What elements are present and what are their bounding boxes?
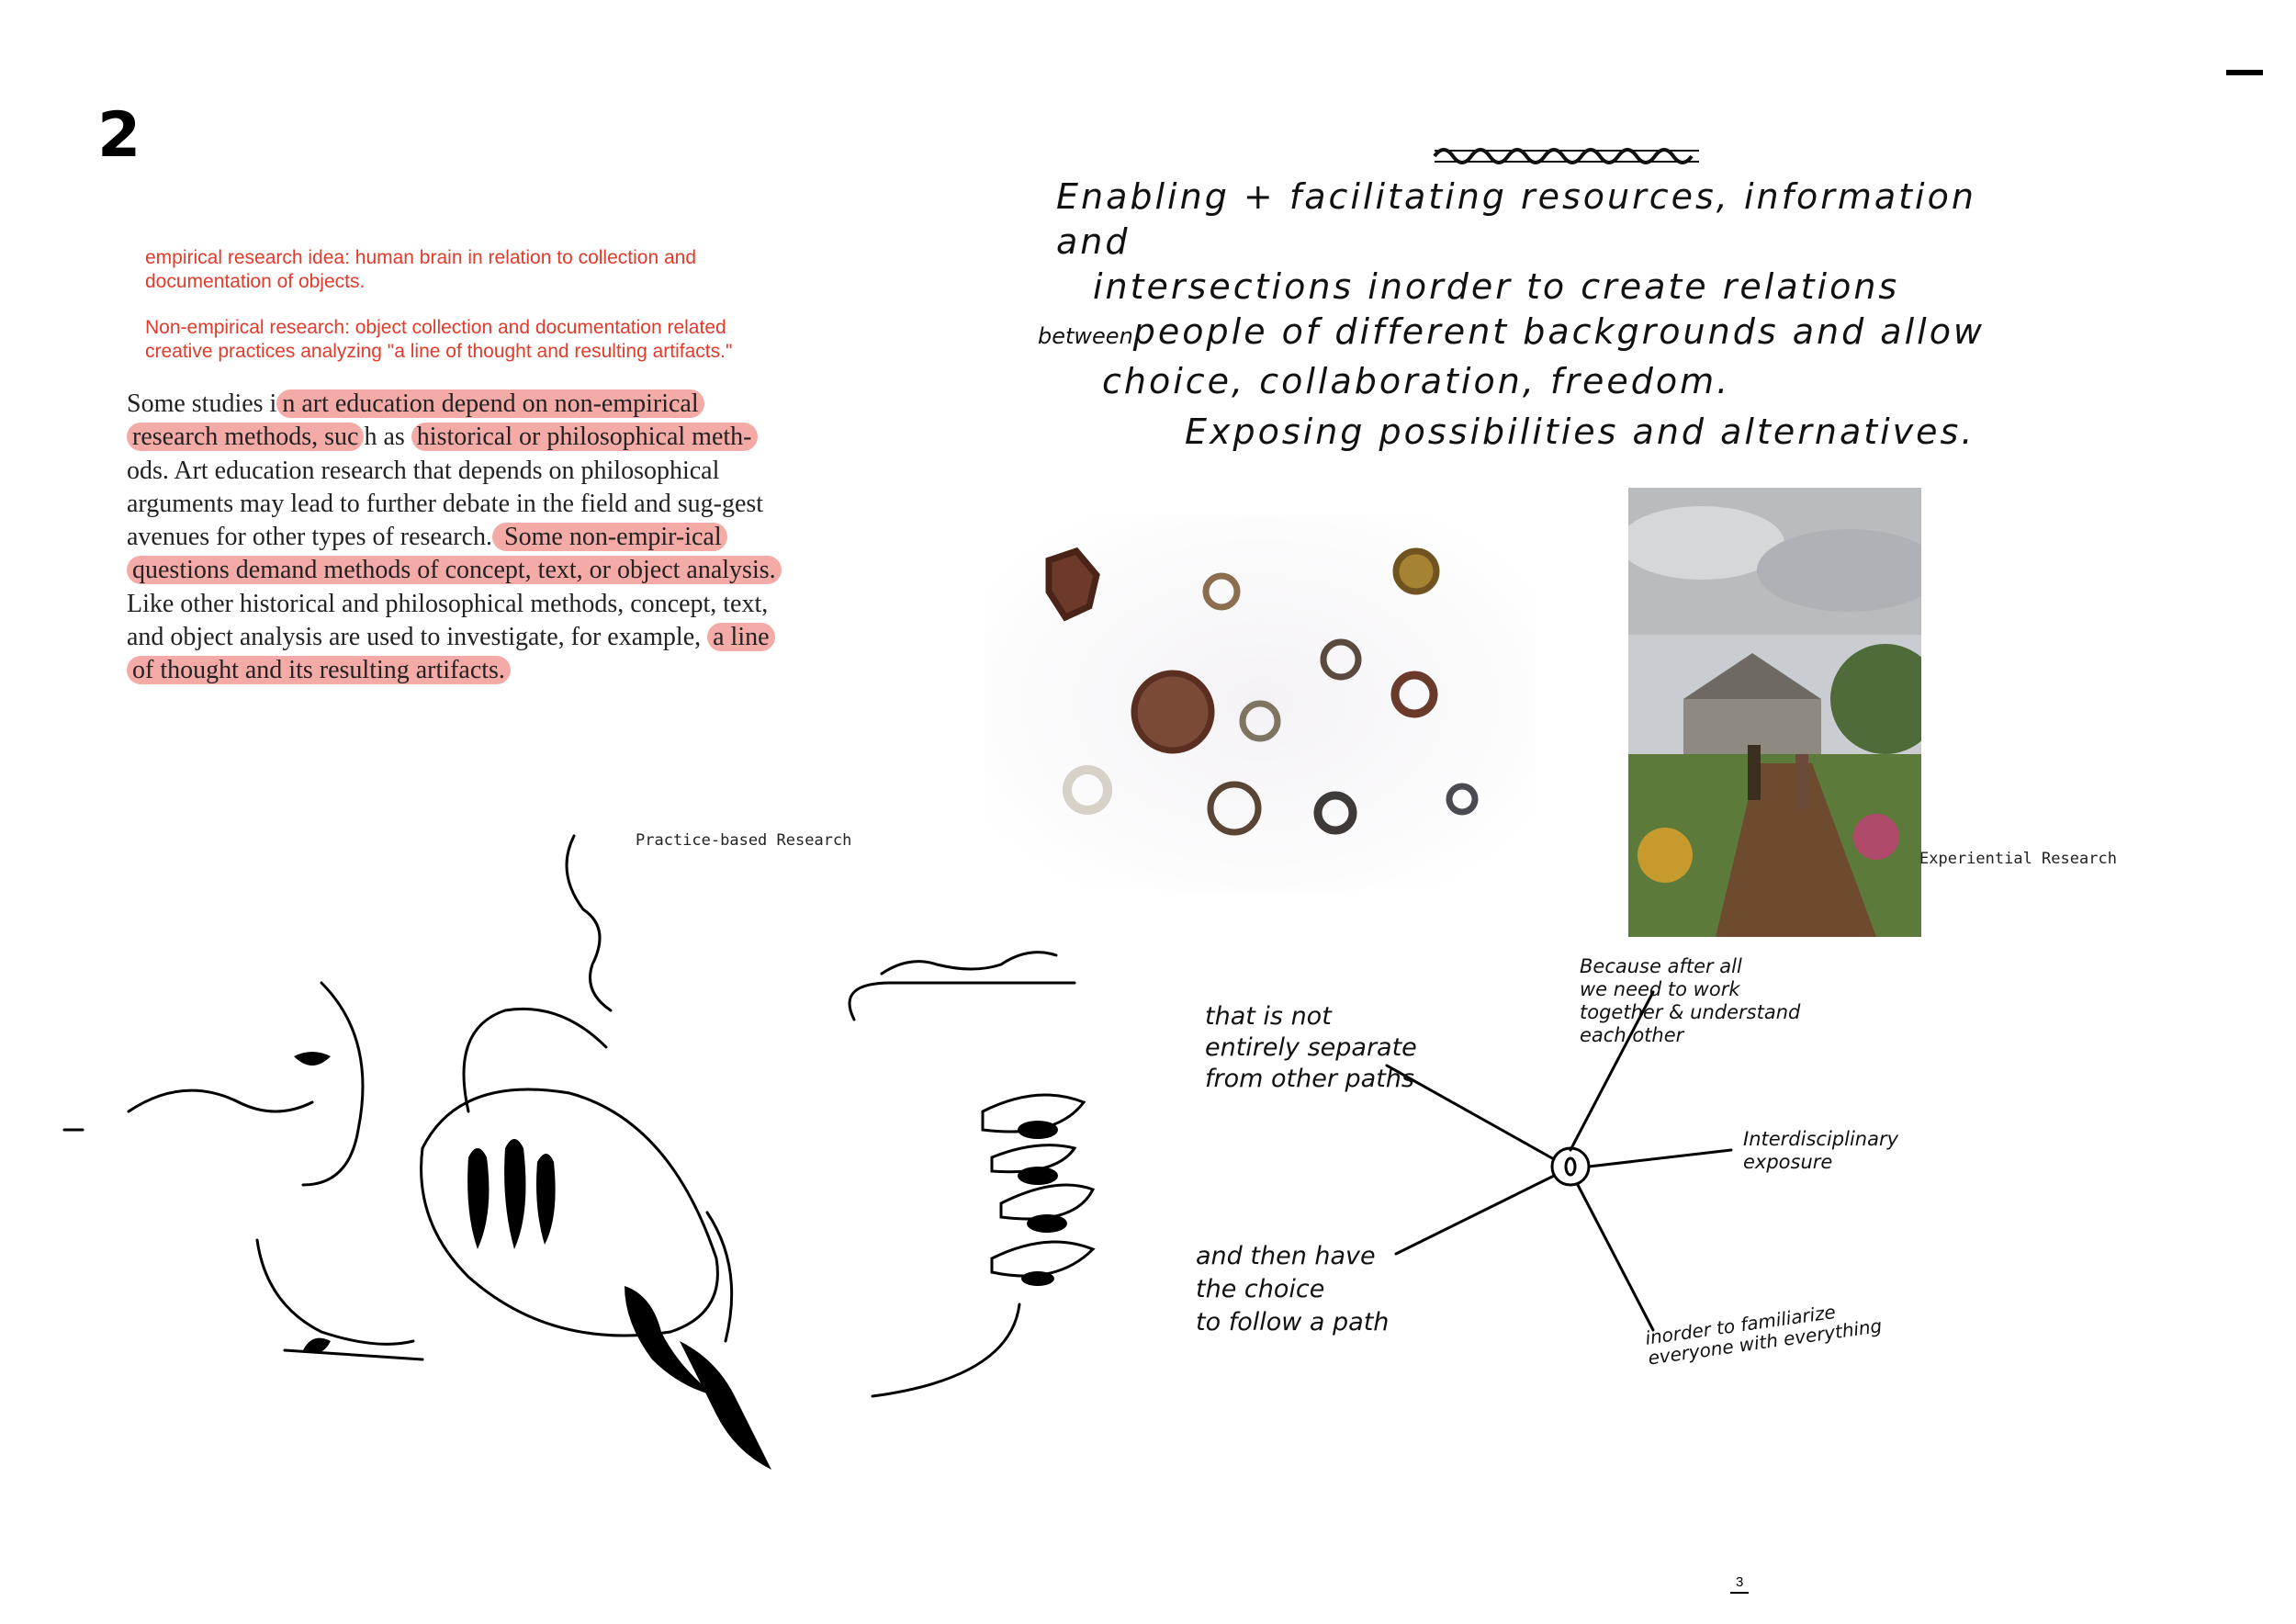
label-experiential-research: Experiential Research <box>1919 850 2117 868</box>
crossed-out-scribble <box>1433 145 1708 167</box>
mindmap-note-top: Because after all we need to work together & understand each other <box>1580 955 1801 1046</box>
corner-dash <box>2226 70 2263 75</box>
handwritten-line: Enabling + facilitating resources, information and <box>1056 176 1976 262</box>
excerpt-text: ods. Art education research that depends on philosophical arguments may lead to further debate in the field and sug-gest avenues for other types of research. <box>127 456 764 552</box>
excerpt-highlight: Some non-empir-ical questions demand methods of concept, text, or object analysis. <box>127 523 782 584</box>
red-note-empirical: empirical research idea: human brain in relation to collection and documentation of objects. <box>145 247 696 292</box>
handwritten-line: people of different backgrounds and allow <box>1132 311 1986 352</box>
handwritten-line: Exposing possibilities and alternatives. <box>1185 412 1975 452</box>
excerpt-text: Some studies i <box>127 389 277 418</box>
excerpt-text: Like other historical and philosophical methods, concept, text, and object analysis are used to investigate, for example, <box>127 589 769 652</box>
mindmap-note-bottom-left: and then have the choice to follow a path <box>1196 1242 1390 1336</box>
highlighted-book-excerpt <box>127 388 788 688</box>
page-footer-number: 3 <box>1730 1574 1749 1594</box>
red-note-non-empirical: Non-empirical research: object collection and documentation related creative practices analyzing "a line of thought and resulting artifacts." <box>145 317 733 362</box>
excerpt-text: h as <box>364 423 411 452</box>
handwritten-between: between <box>1038 323 1133 349</box>
handwritten-line: choice, collaboration, freedom. <box>1102 361 1731 401</box>
excerpt-highlight: n art education depend on non-empirical research methods, suc <box>127 389 704 451</box>
label-practice-based-research: Practice-based Research <box>636 831 852 850</box>
red-annotation-notes <box>145 246 788 386</box>
excerpt-highlight: a line of thought and its resulting artifacts. <box>127 623 775 684</box>
handwritten-line: intersections inorder to create relations <box>1093 266 1900 307</box>
mindmap-note-left: that is not entirely separate from other paths <box>1205 1002 1417 1093</box>
mindmap-note-right: Interdisciplinary exposure <box>1743 1128 1899 1173</box>
mindmap-note-bottom-right: inorder to familiarize everyone with everything <box>1643 1300 1884 1370</box>
ink-sketch-drawing <box>37 808 1176 1497</box>
garden-photo <box>1628 488 1921 937</box>
handwritten-statement <box>1038 175 2048 455</box>
excerpt-highlight: historical or philosophical meth- <box>411 423 758 451</box>
page-heading-number: 2 <box>97 99 141 172</box>
